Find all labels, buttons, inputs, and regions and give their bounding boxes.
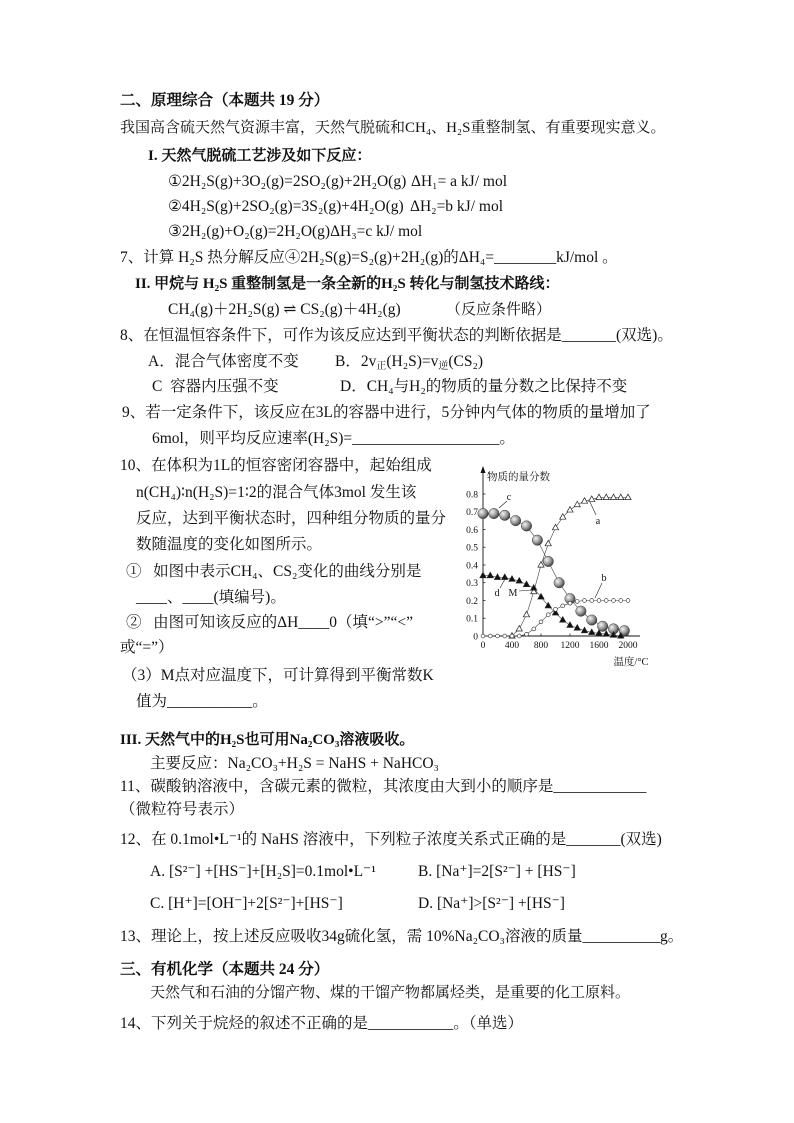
question-8-stem: 8、在恒温恒容条件下，可作为该反应达到平衡状态的判断依据是_______(双选)。	[120, 327, 673, 344]
question-11-line-2: （微粒符号表示）	[120, 801, 245, 818]
x-axis-label: 温度/°C	[613, 657, 649, 668]
reforming-reaction	[168, 300, 551, 320]
question-8-option-c: C 容器内压强不变	[152, 378, 279, 395]
question-12-option-b: B. [Na⁺]=2[S²⁻] + [HS⁻]	[418, 863, 576, 880]
series-b-marker	[546, 613, 550, 617]
series-markers	[478, 494, 631, 638]
series-b-marker	[496, 634, 500, 638]
question-12-row-cd	[150, 894, 565, 914]
series-b-marker	[517, 634, 521, 638]
reaction-2-enthalpy: ΔH₂=b kJ/ mol	[410, 198, 504, 215]
x-tick-label: 400	[504, 641, 520, 651]
part-1-heading: I. 天然气脱硫工艺涉及如下反应：	[148, 148, 372, 164]
series-a-line	[512, 498, 628, 636]
series-a-marker	[574, 501, 580, 507]
section-3-intro: 天然气和石油的分馏产物、煤的干馏产物都属烃类，是重要的化工原料。	[150, 985, 631, 1001]
point-m-leader	[519, 590, 532, 591]
series-c-marker	[521, 521, 531, 531]
series-d-marker	[603, 631, 609, 637]
reaction-2	[168, 197, 503, 217]
reaction-1	[168, 172, 507, 192]
series-d-marker	[480, 572, 486, 578]
series-c-marker	[478, 508, 488, 518]
y-tick-label: 0.7	[466, 508, 478, 519]
series-b-marker	[554, 607, 558, 611]
reaction-1-enthalpy: ΔH₁= a kJ/ mol	[411, 173, 508, 190]
reaction-note: （反应条件略）	[446, 302, 552, 318]
question-10-stem-line-4: 数随温度的变化如图所示。	[136, 536, 323, 553]
y-tick-label: 0.5	[466, 543, 478, 554]
section-2-heading: 二、原理综合（本题共 19 分）	[120, 92, 330, 109]
series-b-marker	[510, 634, 514, 638]
series-b-marker	[488, 634, 492, 638]
point-m-label: M	[508, 588, 518, 599]
series-c-marker	[554, 578, 564, 588]
curve-label-a: a	[595, 516, 601, 527]
curve-label-d: d	[494, 588, 500, 599]
curve-label-b: b	[601, 573, 607, 584]
question-8-row-cd	[152, 377, 627, 397]
series-a-marker	[625, 494, 631, 500]
y-tick-label: 0.1	[466, 614, 478, 625]
question-12-option-d: D. [Na⁺]>[S²⁻] +[HS⁻]	[418, 895, 565, 912]
question-10-stem-line-3: 反应，达到平衡状态时，四种组分物质的量分	[136, 510, 447, 527]
y-tick-label: 0.4	[466, 561, 478, 572]
question-7: 7、计算 H₂S 热分解反应④2H₂S(g)=S₂(g)+2H₂(g)的ΔH₄=________kJ/mol 。	[120, 249, 618, 266]
part-2-heading: II. 甲烷与 H₂S 重整制氢是一条全新的H₂S 转化与制氢技术路线：	[135, 276, 560, 292]
question-8-option-a: A．混合气体密度不变	[148, 353, 299, 370]
question-10-sub-2-line-2: 或“=”）	[120, 639, 174, 656]
series-d-marker	[567, 622, 573, 628]
question-14: 14、下列关于烷烃的叙述不正确的是___________。（单选）	[120, 1015, 524, 1032]
question-12-row-ab	[150, 862, 576, 882]
y-tick-label: 0.3	[466, 579, 478, 590]
question-10-sub-2-line-1: ② 由图可知该反应的ΔH____0（填“>”“<”	[126, 614, 414, 631]
curve-d-leader	[500, 579, 505, 588]
question-10-sub-1-line-2: ____、____(填编号)。	[136, 589, 286, 606]
subscript-text: 逆	[438, 361, 449, 372]
section-2-intro: 我国高含硫天然气资源丰富，天然气脱硫和CH₄、H₂S重整制氢、有重要现实意义。	[120, 120, 666, 136]
series-b-marker	[590, 599, 594, 603]
series-b-marker	[626, 599, 630, 603]
question-8-option-d: D．CH₄与H₂的物质的量分数之比保持不变	[340, 378, 628, 395]
series-b-marker	[612, 599, 616, 603]
section-3-heading: 三、有机化学（本题共 24 分）	[120, 961, 330, 978]
reaction-3-equation: ③2H₂(g)+O₂(g)=2H₂O(g)	[168, 223, 331, 240]
x-tick-label: 0	[480, 641, 486, 651]
series-d-marker	[531, 585, 537, 591]
series-d-marker	[502, 574, 508, 580]
question-10-sub-3-line-1: （3）M点对应温度下，可计算得到平衡常数K	[122, 667, 434, 684]
question-13: 13、理论上，按上述反应吸收34g硫化氢，需 10%Na₂CO₃溶液的质量__________g。	[120, 928, 684, 945]
question-8-row-ab	[148, 352, 483, 372]
series-c-marker	[576, 606, 586, 616]
series-a-marker	[603, 494, 609, 500]
series-b-marker	[561, 604, 565, 608]
series-a-marker	[610, 494, 616, 500]
series-d-marker	[523, 581, 529, 587]
x-tick-label: 800	[533, 641, 549, 651]
question-9-line-2: 6mol，则平均反应速率(H₂S)=___________________。	[152, 430, 515, 447]
series-a-marker	[596, 494, 602, 500]
mole-fraction-temperature-chart	[455, 462, 670, 672]
series-a-marker	[523, 611, 529, 617]
series-a-marker	[545, 540, 551, 546]
series-b-marker	[568, 601, 572, 605]
series-b-marker	[539, 620, 543, 624]
x-tick-label: 1600	[589, 641, 609, 651]
x-tick-label: 2000	[618, 641, 638, 651]
reaction-2-equation: ②4H₂S(g)+2SO₂(g)=3S₂(g)+4H₂O(g)	[168, 198, 404, 215]
question-10-stem-line-1: 10、在体积为1L的恒容密闭容器中，起始组成	[120, 457, 432, 474]
series-c-marker	[532, 535, 542, 545]
series-b-marker	[583, 599, 587, 603]
y-tick-label: 0.8	[466, 490, 478, 501]
curve-label-c: c	[506, 492, 512, 503]
series-b-marker	[532, 627, 536, 631]
series-a-marker	[560, 514, 566, 520]
subscript-text: 正	[376, 361, 387, 372]
question-12-option-a: A. [S²⁻] +[HS⁻]+[H₂S]=0.1mol•L⁻¹	[150, 863, 376, 880]
curve-a-leader	[590, 502, 596, 515]
series-b-marker	[619, 599, 623, 603]
series-c-marker	[510, 515, 520, 525]
part-3-heading: III. 天然气中的H₂S也可用Na₂CO₃溶液吸收。	[120, 732, 415, 748]
question-11-line-1: 11、碳酸钠溶液中，含碳元素的微粒，其浓度由大到小的顺序是____________	[120, 778, 647, 795]
reforming-equation: CH₄(g)＋2H₂S(g) ⇌ CS₂(g)＋4H₂(g)	[168, 301, 401, 318]
question-10-stem-line-2: n(CH₄)∶n(H₂S)=1∶2的混合气体3mol 发生该	[136, 484, 417, 501]
reaction-1-equation: ①2H₂S(g)+3O₂(g)=2SO₂(g)+2H₂O(g)	[168, 173, 407, 190]
question-12-stem: 12、在 0.1mol•L⁻¹的 NaHS 溶液中，下列粒子浓度关系式正确的是_______(双选)	[120, 831, 662, 848]
series-a-marker	[567, 507, 573, 513]
y-axis-label: 物质的量分数	[487, 472, 550, 483]
reaction-3	[168, 222, 422, 242]
series-c-marker	[587, 615, 597, 625]
series-a-marker	[516, 626, 522, 632]
reaction-3-enthalpy: ΔH₃=c kJ/ mol	[330, 223, 423, 240]
series-d-marker	[487, 572, 493, 578]
y-tick-label: 0.6	[466, 525, 478, 536]
series-b-marker	[597, 599, 601, 603]
series-b-marker	[525, 632, 529, 636]
question-9-line-1: 9、若一定条件下，该反应在3L的容器中进行，5分钟内气体的物质的量增加了	[122, 404, 651, 421]
series-b-marker	[604, 599, 608, 603]
series-d-marker	[560, 617, 566, 623]
series-a-marker	[618, 494, 624, 500]
series-b-marker	[575, 599, 579, 603]
question-12-option-c: C. [H⁺]=[OH⁻]+2[S²⁻]+[HS⁻]	[150, 895, 343, 912]
question-10-sub-3-line-2: 值为___________。	[136, 693, 268, 710]
series-b-marker	[503, 634, 507, 638]
series-c-marker	[489, 508, 499, 518]
series-b-marker	[481, 634, 485, 638]
y-tick-label: 0.2	[466, 596, 478, 607]
x-tick-label: 1200	[560, 641, 580, 651]
question-10-sub-1-line-1: ① 如图中表示CH₄、CS₂变化的曲线分别是	[126, 563, 422, 580]
y-tick-label: 0	[473, 632, 478, 643]
main-reaction: 主要反应：Na₂CO₃+H₂S = NaHS + NaHCO₃	[150, 755, 439, 772]
y-axis-arrow-icon	[481, 466, 486, 473]
curve-b-leader	[595, 583, 602, 598]
series-c-marker	[543, 556, 553, 566]
question-8-option-b: B．$2v_正(H_2S)=v_逆(CS_2)$	[335, 353, 484, 372]
series-a-marker	[552, 524, 558, 530]
series-c-marker	[500, 510, 510, 520]
